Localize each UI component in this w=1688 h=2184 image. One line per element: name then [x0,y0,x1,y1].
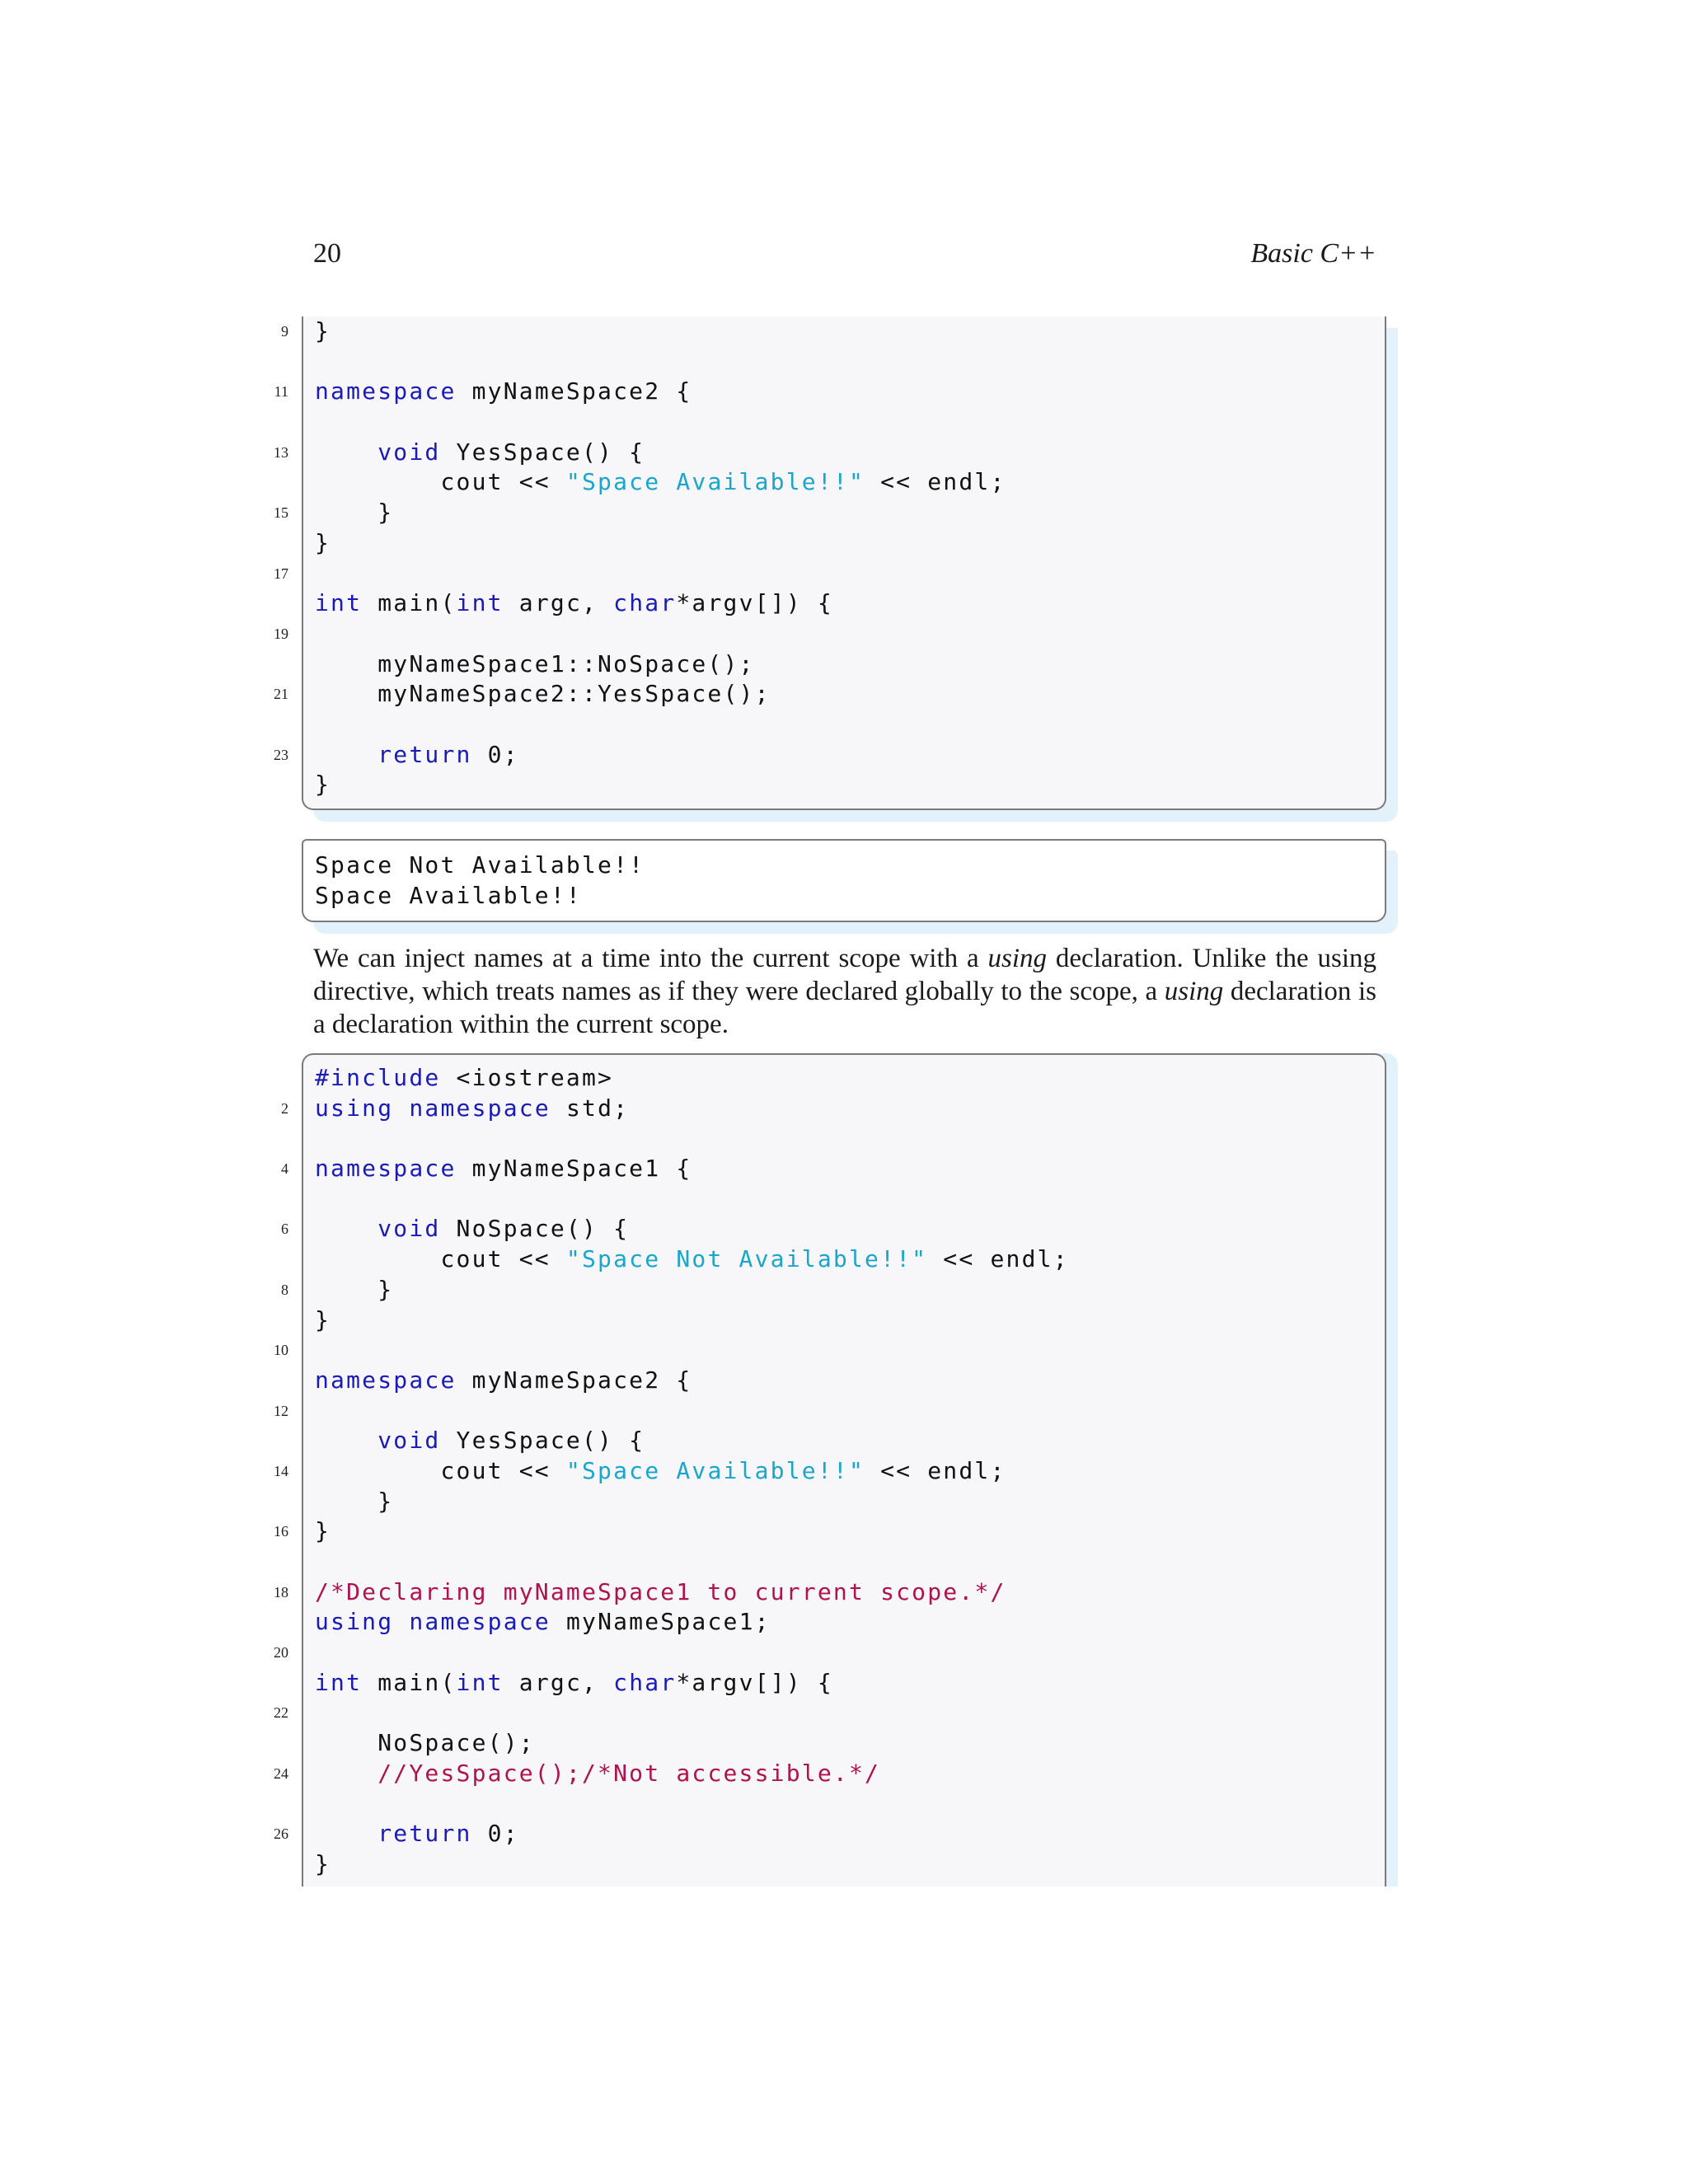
code-text [315,1820,377,1847]
code-line [303,649,1385,680]
code-listing-continued [274,316,1386,810]
code-keyword: return [377,740,472,768]
code-string: "Space Not Available!!" [565,1245,928,1273]
code-text [393,1094,409,1122]
line-number: 22 [274,1704,288,1722]
code-text: myNameSpace2 { [456,377,692,405]
line-number: 24 [274,1765,288,1782]
code-line [303,1668,1385,1699]
code-text: YesSpace() { [440,1427,645,1455]
code-text [315,741,377,768]
code-line [303,588,1385,619]
program-output [302,839,1386,922]
paragraph-text: declaration. Unlike the using directive, which treats names as if they were declared globally to the scope, a [313,944,1376,1006]
line-number: 14 [274,1462,288,1479]
page-number: 20 [313,238,341,269]
code-text: } [315,1517,331,1545]
line-number: 18 [274,1583,288,1601]
code-string: "Space Available!!" [565,1456,865,1484]
code-keyword: int [456,1668,504,1696]
code-text: NoSpace() { [440,1215,630,1243]
code-line [303,1487,1385,1517]
code-line [303,1184,1385,1215]
code-line [274,1638,1385,1668]
code-line [274,559,1385,589]
code-line [274,1698,1385,1728]
code-text: cout << [315,468,566,496]
code-text: } [315,317,331,344]
code-line [274,679,1385,710]
line-number: 23 [274,746,288,763]
code-line [303,770,1385,800]
line-number: 20 [274,1644,288,1661]
code-text: 0; [471,740,519,768]
code-line [274,1759,1385,1789]
code-text [315,1427,377,1454]
code-text: myNameSpace2::YesSpace(); [315,680,771,708]
code-line [274,498,1385,528]
code-text: } [315,1275,394,1303]
code-keyword: namespace [409,1608,551,1636]
line-number: 2 [281,1099,288,1117]
code-text: 0; [471,1820,519,1848]
line-number: 21 [274,686,288,703]
code-text: << endl; [927,1245,1069,1273]
line-number: 4 [281,1160,288,1178]
code-text [315,1215,377,1242]
code-text [315,1760,377,1787]
code-text: myNameSpace1 { [456,1155,692,1183]
code-line [303,1547,1385,1577]
code-keyword: namespace [315,377,457,405]
line-number: 17 [274,565,288,582]
code-keyword: int [315,1668,363,1696]
line-number: 10 [274,1342,288,1359]
code-keyword: char [613,589,677,617]
code-keyword: int [315,589,363,617]
code-keyword: namespace [315,1366,457,1394]
paragraph-text: We can inject names at a time into the current scope with a [313,944,988,973]
code-line [303,528,1385,559]
line-number: 6 [281,1221,288,1238]
code-line [274,1335,1385,1366]
code-text: cout << [315,1456,566,1484]
explanatory-paragraph [313,942,1376,1041]
code-string: "Space Available!!" [565,468,865,496]
code-text [315,438,377,466]
code-text: myNameSpace2 { [456,1366,692,1394]
code-line [281,316,1385,347]
paragraph-text: declaration is a declaration within the current scope. [313,977,1377,1039]
code-keyword: #include [315,1064,441,1091]
code-line [303,1607,1385,1638]
code-line [274,377,1385,407]
code-text: } [315,528,331,556]
code-line [274,1456,1385,1487]
emphasized-term: using [987,944,1048,973]
code-line [281,1094,1385,1124]
code-text: NoSpace(); [315,1729,535,1757]
code-keyword: using [315,1608,394,1636]
code-line [281,1214,1385,1244]
code-line [274,1516,1385,1547]
code-line [274,1396,1385,1427]
code-line [274,740,1385,771]
code-text: argc, [503,1668,614,1696]
line-number: 16 [274,1523,288,1540]
code-line [303,710,1385,740]
code-keyword: void [377,438,441,466]
code-text: <iostream> [440,1064,614,1091]
code-text: } [315,1849,331,1877]
code-text: myNameSpace1::NoSpace(); [315,649,755,677]
code-keyword: namespace [409,1094,551,1122]
code-listing [274,1053,1386,1886]
code-text: YesSpace() { [440,438,645,466]
code-line [303,1123,1385,1154]
code-text: << endl; [865,468,1006,496]
emphasized-term: using [1164,977,1224,1006]
code-line [281,1275,1385,1305]
line-number: 8 [281,1281,288,1298]
code-keyword: namespace [315,1155,457,1183]
code-text: myNameSpace1; [550,1608,771,1636]
line-number: 11 [274,383,288,401]
code-line [303,467,1385,498]
code-line [274,619,1385,649]
code-line [274,438,1385,468]
code-text: argc, [503,589,614,617]
line-number: 19 [274,625,288,642]
code-text [393,1608,409,1635]
code-keyword: using [315,1094,394,1122]
code-text: main( [362,589,457,617]
line-number: 12 [274,1402,288,1419]
code-text: } [315,1487,394,1515]
line-number: 26 [274,1825,288,1843]
code-line [281,1154,1385,1184]
output-line: Space Available!! [315,881,582,909]
code-text: cout << [315,1245,566,1273]
code-line [303,1789,1385,1820]
code-line [303,347,1385,377]
code-line [303,1426,1385,1456]
code-keyword: return [377,1820,472,1848]
code-keyword: char [613,1668,677,1696]
code-line [303,1244,1385,1275]
code-comment: /*Declaring myNameSpace1 to current scope.*/ [315,1577,1006,1605]
code-keyword: int [456,589,504,617]
output-line: Space Not Available!! [315,851,645,879]
running-head: Basic C++ [1250,238,1376,269]
code-text: main( [362,1668,457,1696]
code-text: std; [550,1094,630,1122]
code-text: } [315,1305,331,1333]
code-line [303,1728,1385,1759]
code-text: *argv[]) { [676,1668,833,1696]
code-text: } [315,499,394,527]
code-text: *argv[]) { [676,589,833,617]
line-number: 15 [274,504,288,522]
code-line [303,1063,1385,1094]
code-line [303,407,1385,438]
code-line [274,1577,1385,1608]
code-text: } [315,771,331,799]
line-number: 9 [281,323,288,340]
line-number: 13 [274,443,288,461]
code-text: << endl; [865,1456,1006,1484]
code-keyword: void [377,1215,441,1243]
code-line [303,1366,1385,1396]
code-line [274,1819,1385,1849]
code-line [303,1849,1385,1880]
code-keyword: void [377,1427,441,1455]
code-line [303,1305,1385,1336]
code-comment: //YesSpace();/*Not accessible.*/ [377,1759,881,1787]
